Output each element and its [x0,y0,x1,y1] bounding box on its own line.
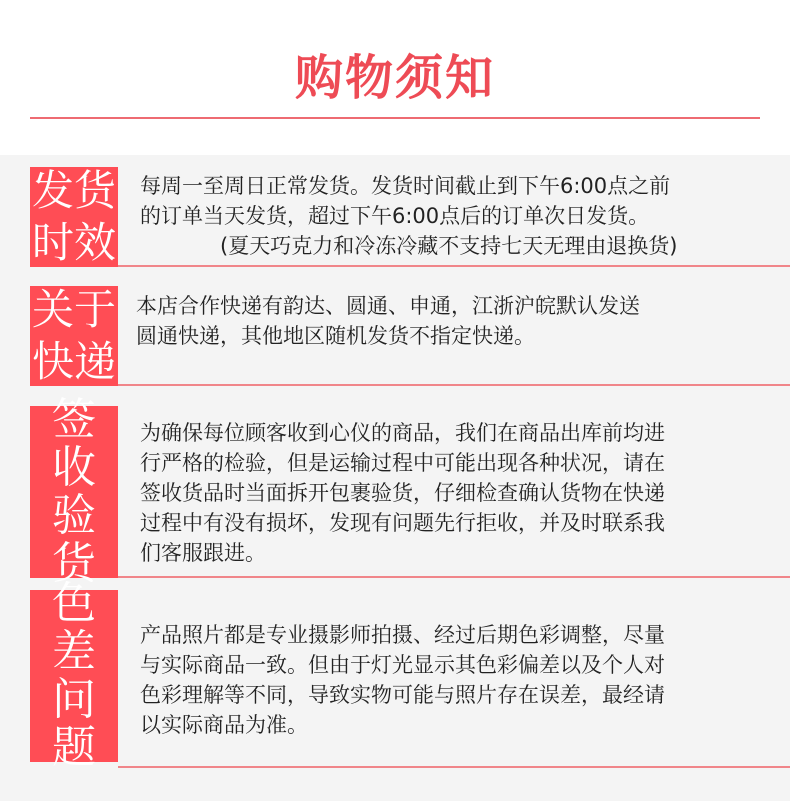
tag-line: 问 [52,674,96,725]
text-line: 每周一至周日正常发货。发货时间截止到下午6:00点之前 [140,174,671,198]
text-line: 圆通快递，其他地区随机发货不指定快递。 [136,324,535,348]
header [0,0,790,155]
tag-line: 签 [52,394,96,445]
section-tag [30,394,118,589]
section-text [140,620,665,740]
section-tag [30,167,118,267]
text-line: 产品照片都是专业摄影师拍摄、经过后期色彩调整，尽量 [140,623,665,647]
tag-line: 色 [52,578,96,629]
section-divider [118,576,790,578]
section-text [136,291,640,351]
section-tag [30,578,118,773]
tag-line: 时效 [31,218,116,267]
page-title: 购物须知 [294,50,495,106]
section-text [140,171,677,261]
section-tag [30,286,118,386]
tag-line: 收 [52,442,96,493]
section-divider [118,766,790,768]
tag-line: 发货 [31,166,116,215]
tag-line: 差 [52,626,96,677]
tag-line: 关于 [31,285,116,334]
text-line: 过程中有没有损坏，发现有问题先行拒收，并及时联系我 [140,511,665,535]
section-text [140,418,665,568]
text-line: 签收货品时当面拆开包裹验货，仔细检查确认货物在快递 [140,481,665,505]
tag-line: 题 [52,722,96,773]
text-line: 本店合作快递有韵达、圆通、申通，江浙沪皖默认发送 [136,294,640,318]
section-divider [118,384,790,386]
text-line: 以实际商品为准。 [140,713,308,737]
text-line: 与实际商品一致。但由于灯光显示其色彩偏差以及个人对 [140,653,665,677]
tag-line: 快递 [31,337,116,386]
text-line: 色彩理解等不同，导致实物可能与照片存在误差，最经请 [140,683,665,707]
text-line: 们客服跟进。 [140,541,266,565]
text-line: 的订单当天发货，超过下午6:00点后的订单次日发货。 [140,204,650,228]
title-divider [30,117,760,119]
section-divider [118,265,790,267]
tag-line: 验 [52,490,96,541]
text-line: 为确保每位顾客收到心仪的商品，我们在商品出库前均进 [140,421,665,445]
tag-line: 货 [52,538,96,589]
text-line: (夏天巧克力和冷冻冷藏不支持七天无理由退换货) [220,234,678,258]
text-line: 行严格的检验，但是运输过程中可能出现各种状况，请在 [140,451,665,475]
